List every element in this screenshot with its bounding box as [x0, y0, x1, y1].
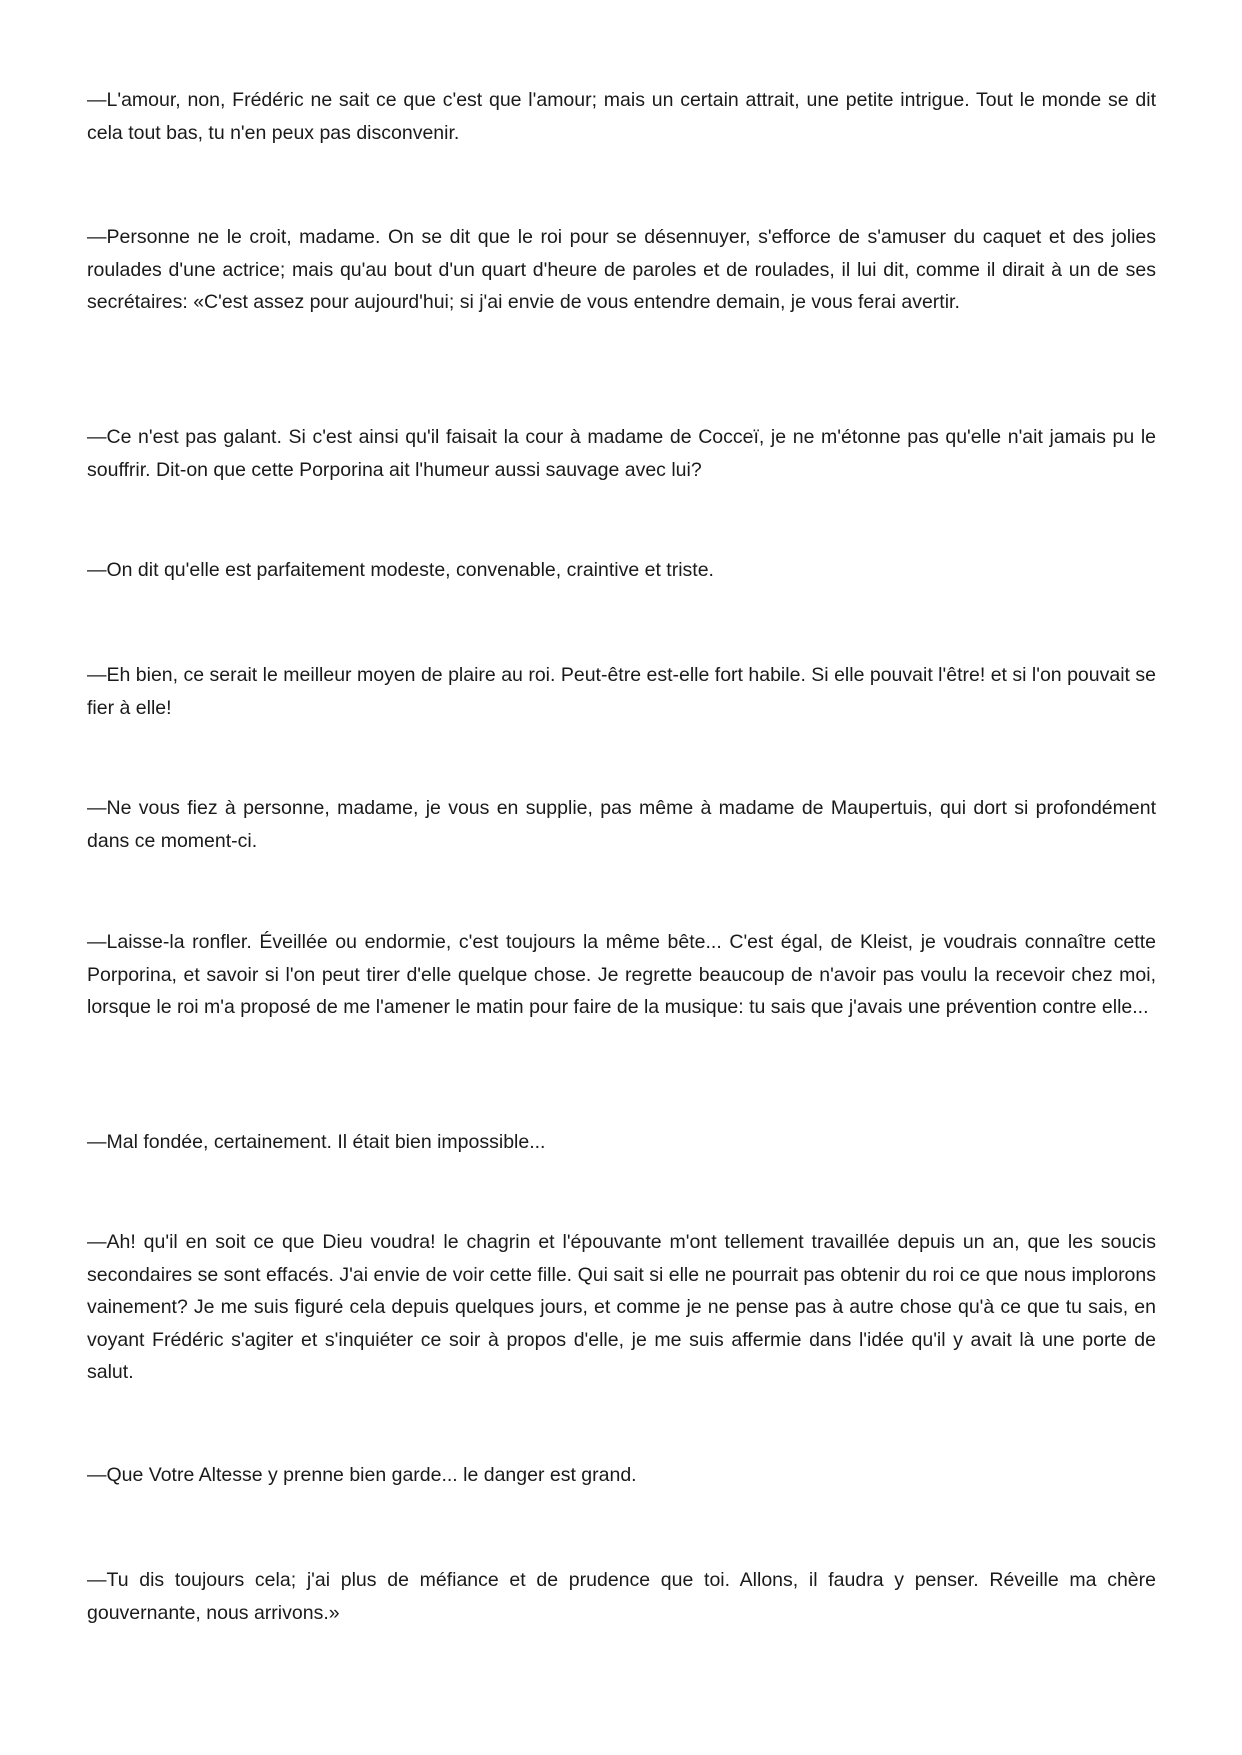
paragraph-7: —Laisse-la ronfler. Éveillée ou endormie, c'est toujours la même bête... C'est égal, de Kleist, je voudrais connaître cette Porporina, et savoir si l'on peut tirer d'elle quelque chose. Je regrette beaucoup de n'avoir pas voulu la recevoir chez moi, lorsque le roi m'a proposé de me l'amener le matin pour faire de la musique: tu sais que j'avais une prévention contre elle... — [87, 931, 1156, 1018]
paragraph-8: —Mal fondée, certainement. Il était bien impossible... — [87, 1131, 546, 1153]
paragraph-1: —L'amour, non, Frédéric ne sait ce que c'est que l'amour; mais un certain attrait, une petite intrigue. Tout le monde se dit cela tout bas, tu n'en peux pas disconvenir. — [87, 89, 1156, 144]
paragraph-10: —Que Votre Altesse y prenne bien garde... le danger est grand. — [87, 1464, 637, 1486]
paragraph-9: —Ah! qu'il en soit ce que Dieu voudra! le chagrin et l'épouvante m'ont tellement travaillée depuis un an, que les soucis secondaires se sont effacés. J'ai envie de voir cette fille. Qui sait si elle ne pourrait pas obtenir du roi ce que nous implorons vainement? Je me suis figuré cela depuis quelques jours, et comme je ne pense pas à autre chose qu'à ce que tu sais, en voyant Frédéric s'agiter et s'inquiéter ce soir à propos d'elle, je me suis affermie dans l'idée qu'il y avait là une porte de salut. — [87, 1231, 1156, 1383]
paragraph-3: —Ce n'est pas galant. Si c'est ainsi qu'il faisait la cour à madame de Cocceï, je ne m'étonne pas qu'elle n'ait jamais pu le souffrir. Dit-on que cette Porporina ait l'humeur aussi sauvage avec lui? — [87, 426, 1156, 481]
paragraph-2: —Personne ne le croit, madame. On se dit que le roi pour se désennuyer, s'efforce de s'amuser du caquet et des jolies roulades d'une actrice; mais qu'au bout d'un quart d'heure de paroles et de roulades, il lui dit, comme il dirait à un de ses secrétaires: «C'est assez pour aujourd'hui; si j'ai envie de vous entendre demain, je vous ferai avertir. — [87, 226, 1156, 313]
paragraph-5: —Eh bien, ce serait le meilleur moyen de plaire au roi. Peut-être est-elle fort habile. Si elle pouvait l'être! et si l'on pouvait se fier à elle! — [87, 664, 1156, 719]
paragraph-6: —Ne vous fiez à personne, madame, je vous en supplie, pas même à madame de Maupertuis, qui dort si profondément dans ce moment-ci. — [87, 797, 1156, 852]
paragraph-4: —On dit qu'elle est parfaitement modeste, convenable, craintive et triste. — [87, 559, 714, 581]
paragraph-11: —Tu dis toujours cela; j'ai plus de méfiance et de prudence que toi. Allons, il faudra y penser. Réveille ma chère gouvernante, nous arrivons.» — [87, 1569, 1156, 1624]
